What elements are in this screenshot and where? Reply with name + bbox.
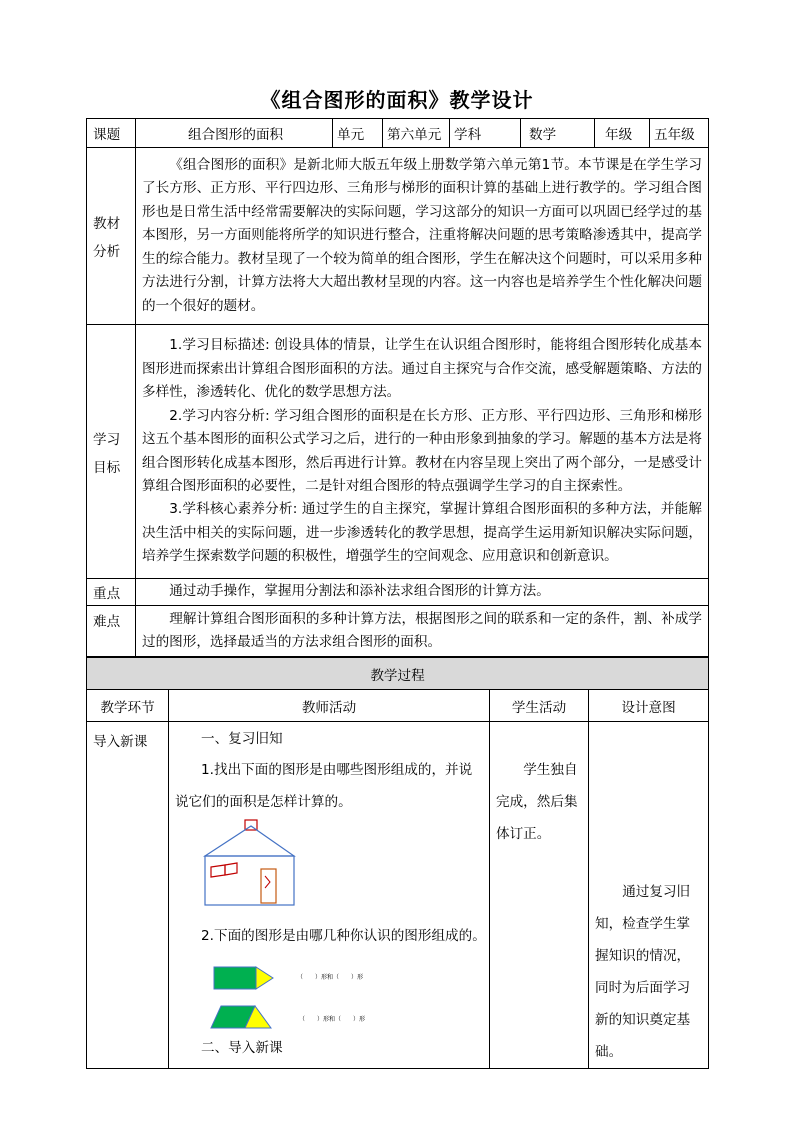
col-teacher-header: 教师活动	[169, 690, 490, 722]
objective-3: 3.学科核心素养分析: 通过学生的自主探究，掌握计算组合图形面积的多种方法，并能解决生活中相关的实际问题，进一步渗透转化的教学思想，提高学生运用新知识解决实际问题，培养学生探索数学问题的积极性，增强学生的空间观念、应用意识和创新意识。	[142, 501, 702, 565]
objectives-text	[136, 325, 709, 579]
document-title: 《组合图形的面积》教学设计	[260, 88, 534, 112]
process-title: 教学过程	[87, 658, 709, 690]
teacher-activity-cell	[169, 722, 490, 1069]
question-1-line1: 1.找出下面的图形是由哪些图形组成的，并说	[201, 762, 473, 778]
house-window-left	[211, 865, 225, 877]
difficulty-label: 难点	[87, 606, 136, 657]
analysis-label: 教材 分析	[87, 148, 136, 325]
grade-label: 年级	[595, 119, 650, 148]
green-rectangle	[214, 967, 256, 989]
house-door	[261, 869, 276, 903]
house-door-handle	[265, 876, 270, 888]
house-window-right	[225, 863, 237, 875]
house-figure	[201, 816, 297, 908]
key-point-text: 通过动手操作，掌握用分割法和添补法求组合图形的计算方法。	[136, 579, 709, 606]
yellow-triangle	[256, 967, 273, 989]
figure-caption-1: （ ）形和（ ）形	[297, 974, 364, 981]
subject-label: 学科	[450, 119, 521, 148]
shape-parallelogram-triangle	[209, 1004, 279, 1030]
col-stage-header: 教学环节	[87, 690, 169, 722]
review-heading: 一、复习旧知	[201, 731, 283, 747]
stage-cell: 导入新课	[87, 722, 169, 1069]
subject-value: 数学	[521, 119, 595, 148]
difficulty-text: 理解计算组合图形面积的多种计算方法，根据图形之间的联系和一定的条件，割、补成学过的图形，选择最适当的方法求组合图形的面积。	[136, 606, 709, 657]
objective-2: 2.学习内容分析: 学习组合图形的面积是在长方形、正方形、平行四边形、三角形和梯形这五个基本图形的面积公式学习之后，进行的一种由形象到抽象的学习。解题的基本方法是将组合图形转化成基本图形，然后再进行计算。教材在内容呈现上突出了两个部分，一是感受计算组合图形面积的必要性，二是针对组合图形的特点强调学生学习的自主探索性。	[142, 407, 702, 494]
student-activity-cell: 学生独自完成，然后集体订正。	[490, 722, 589, 1069]
col-intent-header: 设计意图	[589, 690, 709, 722]
unit-value: 第六单元	[383, 119, 450, 148]
question-2: 2.下面的图形是由哪几种你认识的图形组成的。	[201, 928, 486, 944]
analysis-text: 《组合图形的面积》是新北师大版五年级上册数学第六单元第1节。本节课是在学生学习了长方形、正方形、平行四边形、三角形与梯形的面积计算的基础上进行教学的。学习组合图形也是日常生活中经常需要解决的实际问题，学习这部分的知识一方面可以巩固已经学过的基本图形，另一方面则能将所学的知识进行整合，注重将解决问题的思考策略渗透其中，提高学生的综合能力。教材呈现了一个较为简单的组合图形，学生在解决这个问题时，可以采用多种方法进行分割，计算方法将大大超出教材呈现的内容。这一内容也是培养学生个性化解决问题的一个很好的题材。	[136, 148, 709, 325]
intro-heading: 二、导入新课	[201, 1040, 283, 1056]
house-body	[205, 856, 294, 905]
key-point-label: 重点	[87, 579, 136, 606]
unit-label: 单元	[333, 119, 383, 148]
objectives-label: 学习 目标	[87, 325, 136, 579]
design-intent-cell: 通过复习旧知，检查学生掌握知识的情况，同时为后面学习新的知识奠定基础。	[589, 722, 709, 1069]
topic-label: 课题	[87, 119, 136, 148]
grade-value: 五年级	[650, 119, 709, 148]
topic-value: 组合图形的面积	[136, 119, 333, 148]
lesson-info-table	[86, 118, 709, 657]
question-1-line2: 说它们的面积是怎样计算的。	[175, 794, 352, 810]
shape-rect-triangle	[213, 965, 279, 991]
figure-caption-2: （ ）形和（ ）形	[299, 1016, 366, 1023]
objective-1: 1.学习目标描述: 创设具体的情景，让学生在认识组合图形时，能将组合图形转化成基本图形进而探索出计算组合图形面积的方法。通过自主探究与合作交流，感受解题策略、方法的多样性，渗透转化、优化的数学思想方法。	[142, 337, 702, 401]
teaching-process-table	[86, 657, 709, 1069]
col-student-header: 学生活动	[490, 690, 589, 722]
